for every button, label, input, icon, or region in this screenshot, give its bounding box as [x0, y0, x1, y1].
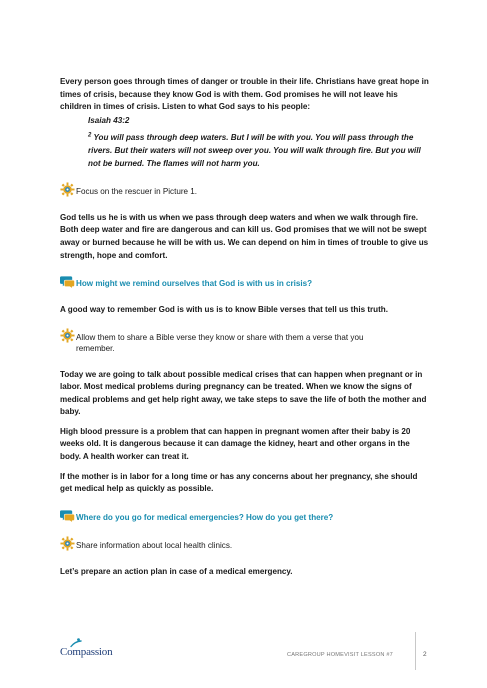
footer-lesson-label: CAREGROUP HOMEVISIT LESSON #7 [287, 652, 393, 658]
remember-paragraph: A good way to remember God is with us is to know Bible verses that tell us this truth. [60, 304, 388, 314]
question-text: How might we remind ourselves that God is with us in crisis? [76, 279, 313, 289]
verse-number: 2 [88, 132, 92, 139]
speech-bubble-icon [60, 274, 75, 289]
activity-text: Allow them to share a Bible verse they know or share with them a verse that you [76, 333, 364, 343]
activity-text: Share information about local health clinics. [76, 541, 233, 551]
activity-share-clinics [60, 537, 430, 553]
footer-divider [415, 632, 416, 670]
discussion-question-1 [60, 275, 430, 291]
compassion-logo [60, 638, 130, 660]
logo-wordmark: Compassion [60, 646, 113, 658]
activity-text-continued: remember. [76, 343, 115, 353]
speech-bubble-icon [60, 508, 75, 523]
today-paragraph: Today we are going to talk about possible medical crises that can happen when pregnant or in labor. Most medical problems during pregnancy can be treated. When we know the signs of medical problems and get help right away, we take steps to save the life of both the mother and baby. [60, 369, 427, 417]
lesson-content [60, 76, 430, 579]
intro-paragraph: Every person goes through times of danger or trouble in their life. Christians have great hope in times of crisis, because they know God is with them. God promises he will not leave his children in times of crisis. Listen to what God says to his people: [60, 77, 429, 112]
god-with-us-paragraph: God tells us he is with us when we pass through deep waters and when we walk through fire. Both deep water and fire are dangerous and can kill us. God promises that we will not be swept away or burned because he will be with us. We can depend on him in times of trouble to give us strength, hope and comfort. [60, 212, 429, 260]
scripture-reference: Isaiah 43:2 [88, 115, 130, 125]
action-plan-paragraph: Let’s prepare an action plan in case of a medical emergency. [60, 567, 293, 577]
activity-gear-icon [60, 536, 75, 551]
page-number: 2 [423, 651, 427, 658]
activity-gear-icon [60, 182, 75, 197]
activity-gear-icon [60, 328, 75, 343]
labor-paragraph: If the mother is in labor for a long time or has any concerns about her pregnancy, she should get medical help as quickly as possible. [60, 471, 418, 494]
blood-pressure-paragraph: High blood pressure is a problem that can happen in pregnant women after their baby is 20 weeks old. It is dangerous because it can damage the kidney, heart and other organs in the body. A health worker can treat it. [60, 426, 411, 462]
activity-focus-rescuer [60, 183, 430, 199]
discussion-question-2 [60, 509, 430, 525]
scripture-text [88, 132, 430, 170]
activity-text: Focus on the rescuer in Picture 1. [76, 187, 198, 197]
question-text: Where do you go for medical emergencies? How do you get there? [76, 512, 334, 522]
verse-body: You will pass through deep waters. But I will be with you. You will pass through the rivers. But their waters will not sweep over you. You will walk through fire. But you will not be burned. The flames will not harm you. [88, 133, 421, 168]
